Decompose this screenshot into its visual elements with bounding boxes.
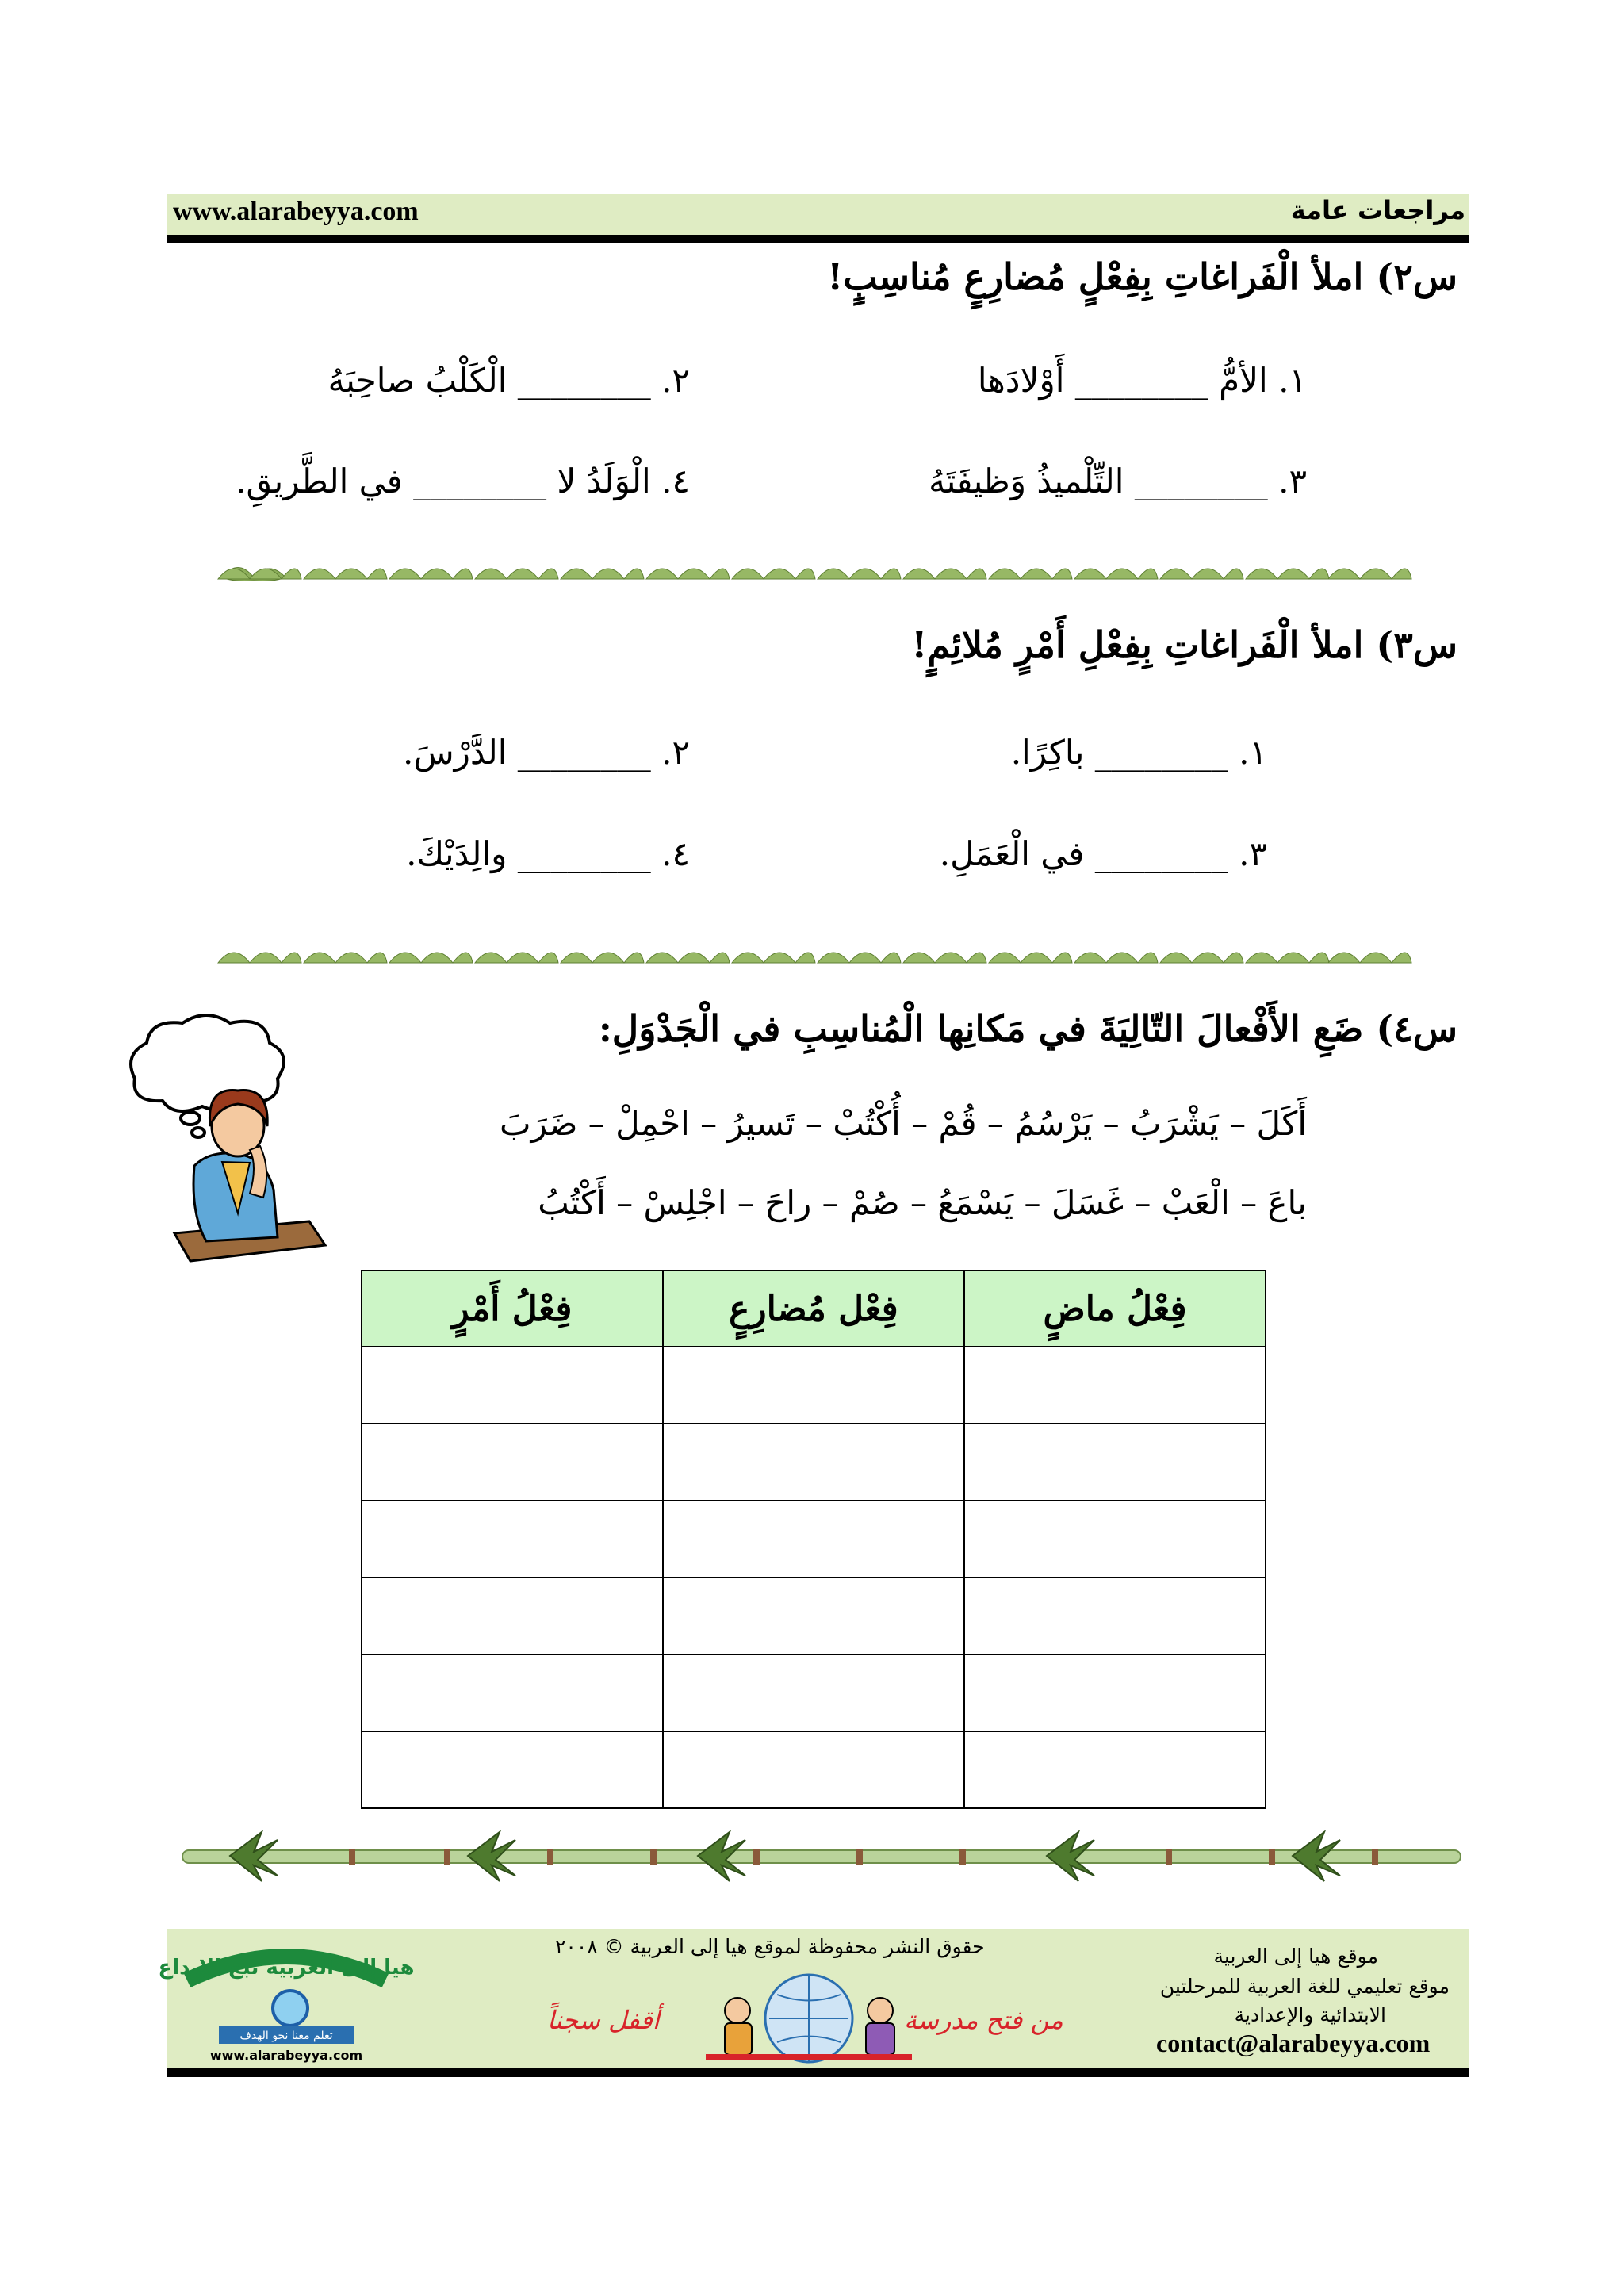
table-cell[interactable] <box>964 1347 1266 1424</box>
site-logo <box>158 1933 415 2064</box>
table-cell[interactable] <box>964 1731 1266 1808</box>
table-header-row <box>362 1271 1266 1347</box>
leaf-divider-middle <box>214 937 1411 969</box>
footer-rule <box>167 2068 1469 2077</box>
slogan-right: من فتح مدرسة <box>904 2005 1063 2035</box>
table-cell[interactable] <box>663 1347 964 1424</box>
bamboo-divider <box>182 1824 1461 1888</box>
table-cell[interactable] <box>964 1577 1266 1654</box>
table-row <box>362 1347 1266 1424</box>
table-cell[interactable] <box>663 1501 964 1577</box>
q4-verbs-line-1: أَكَلَ – يَشْرَبُ – يَرْسُمُ – قُمْ – أُكْتُبْ – تَسيرُ – احْمِلْ – ضَرَبَ <box>500 1104 1307 1143</box>
q3-item-2: ٢. ________ الدَّرْسَ. <box>402 733 690 772</box>
site-url: www.alarabeyya.com <box>173 197 419 226</box>
q4-title: س٤) ضَعِ الأَفْعالَ التّالِيَةَ في مَكانِها الْمُناسِبِ في الْجَدْوَلِ: <box>598 1007 1457 1050</box>
q2-item-2: ٢. ________ الْكَلْبُ صاحِبَهُ <box>327 361 690 400</box>
logo-url: www.alarabeyya.com <box>209 2048 363 2063</box>
table-cell[interactable] <box>964 1654 1266 1731</box>
q2-title: س٢) املأ الْفَراغاتِ بِفِعْلٍ مُضارِعٍ مُناسِبٍ! <box>827 255 1457 298</box>
table-cell[interactable] <box>663 1424 964 1501</box>
table-cell[interactable] <box>362 1347 663 1424</box>
q2-item-3: ٣. ________ التِّلْميذُ وَظيفَتَهُ <box>929 462 1307 500</box>
children-reading-globe-illustration <box>690 1963 928 2066</box>
leaf-divider-top <box>214 554 1411 585</box>
footer-site-name: موقع هيا إلى العربية <box>1213 1945 1378 1968</box>
table-cell[interactable] <box>663 1731 964 1808</box>
table-cell[interactable] <box>663 1577 964 1654</box>
footer-email[interactable]: contact@alarabeyya.com <box>1156 2029 1431 2057</box>
q3-item-3: ٣. ________ في الْعَمَلِ. <box>939 834 1267 873</box>
table-row <box>362 1501 1266 1577</box>
table-row <box>362 1577 1266 1654</box>
logo-title: هيا إلى العربية نبع الإبداع <box>158 1956 415 1980</box>
table-cell[interactable] <box>362 1577 663 1654</box>
footer-description-1: موقع تعليمي للغة العربية للمرحلتين <box>1159 1975 1450 1998</box>
table-cell[interactable] <box>362 1501 663 1577</box>
verb-classification-table <box>361 1270 1266 1809</box>
q2-item-4: ٤. الْوَلَدُ لا ________ في الطَّريقِ. <box>236 462 690 500</box>
footer-description-2: الابتدائية والإعدادية <box>1234 2003 1386 2026</box>
header-rule <box>167 235 1469 243</box>
table-cell[interactable] <box>362 1731 663 1808</box>
table-row <box>362 1731 1266 1808</box>
slogan-left: أقفل سجناً <box>547 2005 660 2035</box>
table-row <box>362 1424 1266 1501</box>
table-row <box>362 1654 1266 1731</box>
table-cell[interactable] <box>964 1501 1266 1577</box>
q3-title: س٣) املأ الْفَراغاتِ بِفِعْلِ أَمْرٍ مُلائِمٍ! <box>911 623 1457 666</box>
q2-item-1: ١. الأمُّ ________ أَوْلادَها <box>977 361 1307 400</box>
table-cell[interactable] <box>663 1654 964 1731</box>
table-cell[interactable] <box>362 1654 663 1731</box>
logo-tagline: تعلم معنا نحو الهدف <box>239 2030 333 2042</box>
section-title: مراجعات عامة <box>1290 195 1465 225</box>
q4-verbs-line-2: باعَ – الْعَبْ – غَسَلَ – يَسْمَعُ – صُمْ – راحَ – اجْلِسْ – أَكْتُبُ <box>538 1183 1307 1222</box>
table-cell[interactable] <box>964 1424 1266 1501</box>
thinking-student-illustration <box>119 1007 333 1261</box>
table-cell[interactable] <box>362 1424 663 1501</box>
footer-copyright: حقوق النشر محفوظة لموقع هيا إلى العربية © ٢٠٠٨ <box>555 1935 985 1958</box>
q3-item-1: ١. ________ باكِرًا. <box>1010 733 1267 772</box>
header-imperative-verb: فِعْلُ أَمْرٍ <box>362 1271 663 1347</box>
header-past-verb: فِعْلُ ماضٍ <box>964 1271 1266 1347</box>
q3-item-4: ٤. ________ والِدَيْكَ. <box>406 834 690 873</box>
header-present-verb: فِعْل مُضارِعٍ <box>663 1271 964 1347</box>
